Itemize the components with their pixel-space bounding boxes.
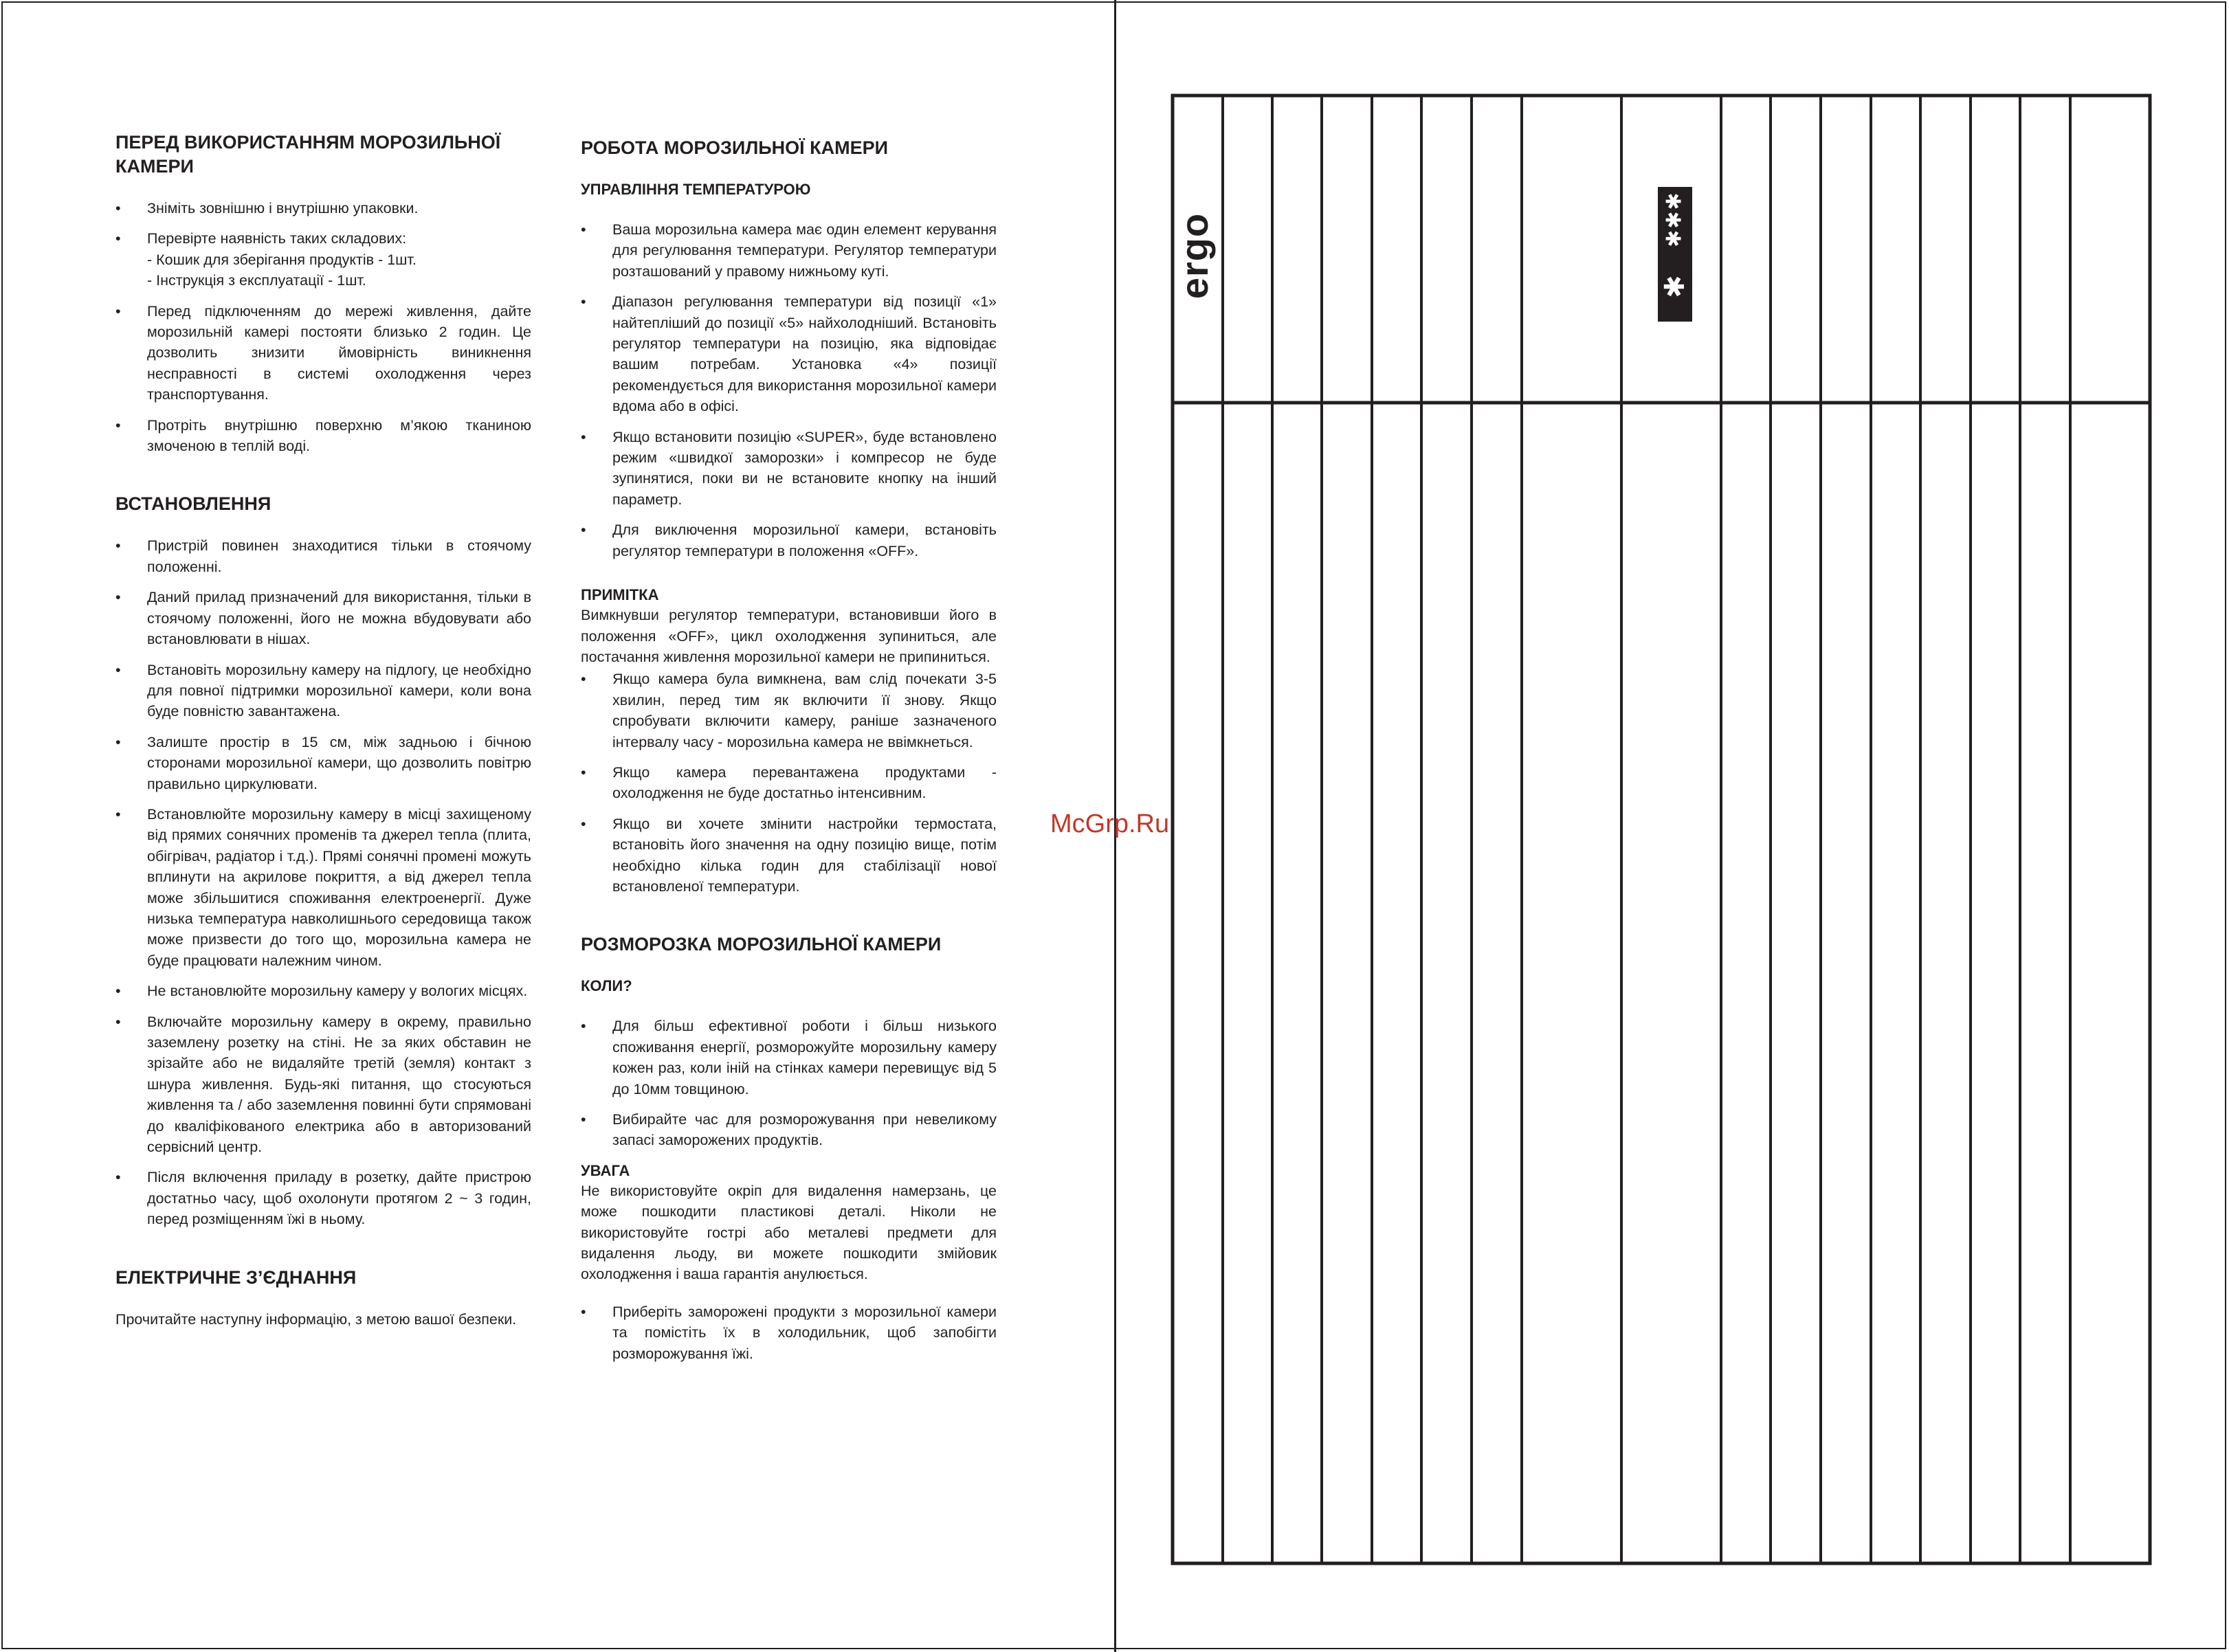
defrost-list	[581, 1016, 997, 1150]
list-item: • Не встановлюйте морозильну камеру у вологих місцях.	[115, 981, 531, 1001]
three-star-icon: ✱✱✱	[1663, 190, 1687, 247]
list-item: • Включайте морозильну камеру в окрему, правильно заземлену розетку на стіні. Не за яких обставин не зрізайте або не видаляйте третій (земля) контакт з шнура живлення. Будь-які питання, що стосуються живлення та / або заземлення повинні бути спрямовані до кваліфікованого електрика або в авторизований сервісний центр.	[115, 1012, 531, 1158]
warning-title: УВАГА	[581, 1161, 630, 1179]
sub-item: - Інструкція з експлуатації - 1шт.	[147, 272, 366, 289]
list-item	[115, 228, 531, 291]
list-item: • Залиште простір в 15 см, між задньою і бічною сторонами морозильної камери, що дозволить повітрю правильно циркулювати.	[115, 732, 531, 794]
ergo-logo	[1173, 208, 1217, 304]
logo-text: ergo	[1173, 212, 1217, 299]
list-item: • Діапазон регулювання температури від позиції «1» найтепліший до позиції «5» найхолодніший. Встановіть регулятор температури на позицію, яка відповідає вашим потребам. Установка «4» позиції рекомендується для використання морозильної камери вдома або в офісі.	[581, 291, 997, 416]
installation-title: ВСТАНОВЛЕННЯ	[115, 493, 271, 515]
watermark: McGrp.Ru	[1050, 810, 1170, 838]
list-item: • Якщо камера була вимкнена, вам слід почекати 3-5 хвилин, перед тим як включити її знову. Якщо спробувати включити камеру, раніше зазначеного інтервалу часу - морозильна камера не ввімкнеться.	[581, 669, 997, 752]
list-item: • Якщо ви хочете змінити настройки термостата, встановіть його значення на одну позицію вище, потім необхідно кілька годин для стабілізації нової встановленої температури.	[581, 814, 997, 897]
before-use-list	[115, 198, 531, 456]
list-item: • Якщо камера перевантажена продуктами - охолодження не буде достатньо інтенсивним.	[581, 762, 997, 804]
list-item: • Вибирайте час для розморожування при невеликому запасі заморожених продуктів.	[581, 1109, 997, 1151]
list-item: • Для більш ефективної роботи і більш низького споживання енергії, розморожуйте морозильну камеру кожен раз, коли іній на стінках камери перевищує від 5 до 10мм товщиною.	[581, 1016, 997, 1100]
list-item: • Встановіть морозильну камеру на підлогу, це необхідно для повної підтримки морозильної камери, коли вона буде повністю завантажена.	[115, 660, 531, 722]
list-item: • Приберіть заморожені продукти з морозильної камери та помістіть їх в холодильник, щоб запобігти розморожування їжі.	[581, 1302, 997, 1364]
defrost-title: РОЗМОРОЗКА МОРОЗИЛЬНОЇ КАМЕРИ	[581, 934, 942, 955]
note-list	[581, 669, 997, 897]
list-item: • Після включення приладу в розетку, дайте пристрою достатньо часу, щоб охолонути протягом 2 ~ 3 годин, перед розміщенням їжі в ньому.	[115, 1167, 531, 1229]
warning-text: Не використовуйте окріп для видалення намерзань, це може пошкодити пластикові деталі. Ніколи не використовуйте гострі або металеві предмети для видалення льоду, ви можете пошкодити змійовик охолодження і ваша гарантія анулюється.	[581, 1182, 997, 1283]
sub-item: - Кошик для зберігання продуктів - 1шт.	[147, 251, 417, 268]
note-text: Вимкнувши регулятор температури, встановивши його в положення «OFF», цикл охолодження зупиниться, але постачання живлення морозильної камери не припиниться.	[581, 607, 997, 665]
list-item: • Даний прилад призначений для використання, тільки в стоячому положенні, його не можна вбудовувати або встановлювати в нішах.	[115, 587, 531, 649]
left-column	[115, 131, 531, 1339]
list-item: • Ваша морозильна камера має один елемент керування для регулювання температури. Регулятор температури розташований у правому нижньому куті.	[581, 219, 997, 282]
list-item: • Перед підключенням до мережі живлення, дайте морозильній камері постояти близько 2 годин. Це дозволить знизити ймовірність виникнення несправності в системі охолодження через транспортування.	[115, 301, 531, 405]
list-item-text: Перевірте наявність таких складових:	[147, 230, 407, 247]
operation-subtitle: УПРАВЛІННЯ ТЕМПЕРАТУРОЮ	[581, 181, 811, 198]
star-icon: ✱	[1659, 274, 1690, 298]
electrical-title: ЕЛЕКТРИЧНЕ З’ЄДНАННЯ	[115, 1266, 357, 1288]
note-title: ПРИМІТКА	[581, 586, 659, 604]
list-item: • Протріть внутрішню поверхню м’якою тканиною змоченою в теплій воді.	[115, 415, 531, 457]
warning-list	[581, 1302, 997, 1364]
list-item: • Якщо встановити позицію «SUPER», буде встановлено режим «швидкої заморозки» і компресор не буде зупинятися, поки ви не встановите кнопку на інший параметр.	[581, 427, 997, 511]
installation-list	[115, 535, 531, 1229]
list-item: • Пристрій повинен знаходитися тільки в стоячому положенні.	[115, 535, 531, 577]
electrical-text: Прочитайте наступну інформацію, з метою вашої безпеки.	[115, 1310, 517, 1328]
list-item: • Встановлюйте морозильну камеру в місці захищеному від прямих сонячних променів та джерел тепла (плита, обігрівач, радіатор і т.д.). Прямі сонячні промені можуть вплинути на акрилове покриття, а від джерел тепла може збільшитися споживання електроенергії. Дуже низька температура навколишнього середовища також може призвести до того що, морозильна камера не буде працювати належним чином.	[115, 804, 531, 971]
before-use-title: ПЕРЕД ВИКОРИСТАННЯМ МОРОЗИЛЬНОЇ КАМЕРИ	[115, 132, 501, 177]
middle-column	[581, 131, 997, 1374]
list-item: • Зніміть зовнішню і внутрішню упаковки.	[115, 198, 531, 219]
defrost-subtitle: КОЛИ?	[581, 977, 632, 995]
freezer-star-badge	[1658, 187, 1692, 322]
operation-list	[581, 219, 997, 561]
list-item: • Для виключення морозильної камери, встановіть регулятор температури в положення «OFF».	[581, 520, 997, 561]
operation-title: РОБОТА МОРОЗИЛЬНОЇ КАМЕРИ	[581, 137, 889, 158]
